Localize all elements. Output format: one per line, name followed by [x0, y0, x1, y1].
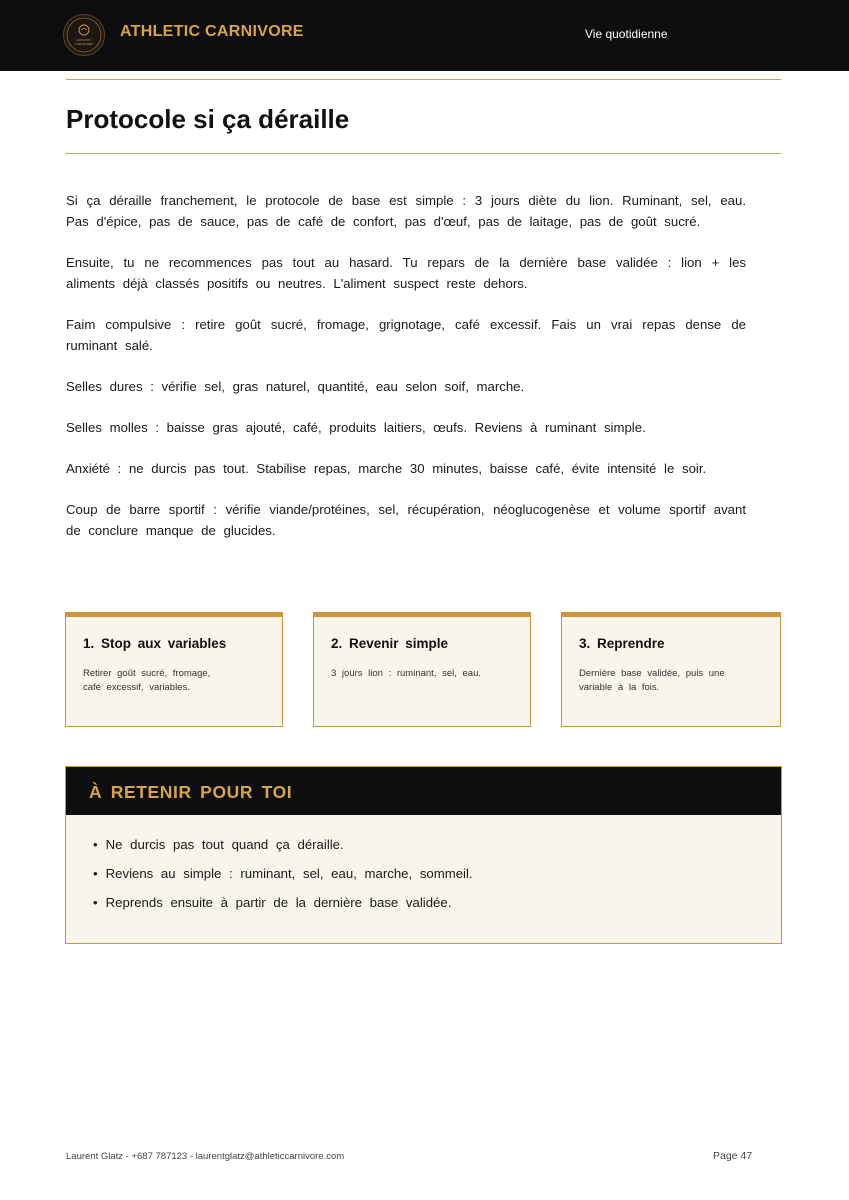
paragraph: Selles molles : baisse gras ajouté, café, produits laitiers, œufs. Reviens à ruminant simple. — [66, 420, 646, 435]
retain-list — [93, 830, 473, 917]
paragraph: Si ça déraille franchement, le protocole de base est simple : 3 jours diète du lion. Ruminant, sel, eau. Pas d'épice, pas de sauce, pas de café de confort, pas d'œuf, pas de laitage, pas de goût sucré. — [66, 193, 746, 229]
page-header — [0, 0, 849, 71]
title-top-rule — [66, 79, 781, 80]
logo-line-2: CARNIVORE — [74, 42, 94, 46]
footer-contact: Laurent Glatz - +687 787123 - laurentglatz@athleticcarnivore.com — [66, 1151, 345, 1162]
paragraph: Selles dures : vérifie sel, gras naturel, quantité, eau selon soif, marche. — [66, 379, 525, 394]
retain-title: À RETENIR POUR TOI — [89, 782, 293, 802]
logo-emblem-icon — [64, 15, 104, 55]
brand-logo — [63, 14, 105, 56]
card-text: Dernière base validée, puis une variable à la fois. — [579, 668, 725, 693]
step-card-1 — [65, 612, 283, 727]
card-title: 3. Reprendre — [579, 636, 665, 651]
retain-item: • Reviens au simple : ruminant, sel, eau, marche, sommeil. — [93, 859, 473, 888]
retain-item: • Ne durcis pas tout quand ça déraille. — [93, 830, 473, 859]
card-title: 1. Stop aux variables — [83, 636, 227, 651]
card-title: 2. Revenir simple — [331, 636, 449, 651]
card-text: Retirer goût sucré, fromage, café excessif, variables. — [83, 668, 211, 693]
retain-item: • Reprends ensuite à partir de la dernière base validée. — [93, 888, 473, 917]
page-title: Protocole si ça déraille — [66, 104, 350, 134]
retain-header — [66, 767, 781, 815]
body-text — [66, 190, 746, 561]
card-text: 3 jours lion : ruminant, sel, eau. — [331, 668, 482, 679]
section-label: Vie quotidienne — [585, 27, 668, 41]
logo-line-1: ATHLETIC — [76, 38, 92, 42]
paragraph: Faim compulsive : retire goût sucré, fromage, grignotage, café excessif. Fais un vrai repas dense de ruminant salé. — [66, 317, 746, 353]
paragraph: Coup de barre sportif : vérifie viande/protéines, sel, récupération, néoglucogenèse et volume sportif avant de conclure manque de glucides. — [66, 502, 746, 538]
retain-box — [65, 766, 782, 944]
paragraph: Anxiété : ne durcis pas tout. Stabilise repas, marche 30 minutes, baisse café, évite intensité le soir. — [66, 461, 707, 476]
step-card-2 — [313, 612, 531, 727]
paragraph: Ensuite, tu ne recommences pas tout au hasard. Tu repars de la dernière base validée : lion + les aliments déjà classés positifs ou neutres. L'aliment suspect reste dehors. — [66, 255, 746, 291]
page-number: Page 47 — [713, 1150, 753, 1162]
brand-name: ATHLETIC CARNIVORE — [120, 23, 304, 40]
step-card-3 — [561, 612, 781, 727]
title-bottom-rule — [66, 153, 781, 154]
